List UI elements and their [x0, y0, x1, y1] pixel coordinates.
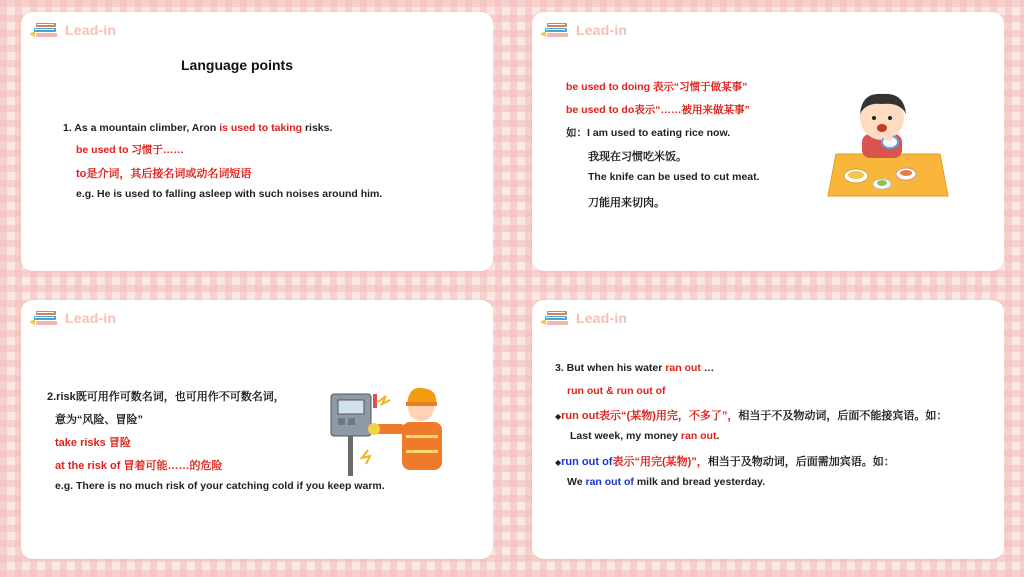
phrase-at-risk-of: at the risk of 冒着可能……的危险 — [55, 460, 223, 472]
books-stack-icon — [29, 308, 59, 328]
risk-meaning: 意为“风险、冒险” — [55, 414, 143, 426]
example-run-out-of — [567, 476, 765, 488]
sentence-part: milk and bread yesterday. — [633, 476, 766, 488]
highlight-phrase: ran out of — [585, 476, 634, 488]
rule-highlight: run out表示“(某物)用完，不多了”， — [561, 410, 739, 422]
example-2: The knife can be used to cut meat. — [588, 171, 760, 183]
books-stack-icon — [540, 20, 570, 40]
bullet-icon: ◆ — [555, 412, 562, 421]
sentence-part: 1. As a mountain climber, Aron — [63, 122, 220, 134]
example-line: e.g. He is used to falling asleep with such noises around him. — [76, 188, 383, 200]
books-stack-icon — [540, 308, 570, 328]
leadin-label: Lead-in — [576, 310, 628, 326]
leadin-label: Lead-in — [65, 310, 117, 326]
sentence-part: … — [700, 362, 715, 374]
slide-2 — [532, 12, 1004, 271]
run-out-rule — [555, 407, 947, 423]
run-out-of-rule — [555, 453, 895, 469]
phrase-meaning: be used to 习惯于…… — [76, 144, 184, 156]
bullet-icon: ◆ — [555, 458, 562, 467]
example-run-out — [570, 430, 719, 442]
risk-explanation: 2.risk既可用作可数名词，也可用作不可数名词， — [47, 391, 285, 403]
example-sentence — [63, 122, 332, 134]
rule-text: 相当于及物动词，后面需加宾语。如： — [707, 456, 895, 468]
leadin-header — [540, 306, 627, 330]
sentence-part: . — [716, 430, 720, 442]
slide-title: Language points — [181, 57, 293, 73]
highlight-phrase: ran out — [665, 362, 701, 374]
leadin-label: Lead-in — [65, 22, 117, 38]
grammar-note: to是介词，其后接名词或动名词短语 — [76, 168, 252, 180]
example-prefix: 如： — [566, 127, 587, 139]
rule-highlight: run out of — [561, 456, 613, 468]
electrician-worker-illustration — [326, 380, 451, 480]
translation-1: 我现在习惯吃米饭。 — [588, 151, 687, 163]
example-line: e.g. There is no much risk of your catching cold if you keep warm. — [55, 480, 385, 492]
leadin-header — [29, 18, 116, 42]
translation-2: 刀能用来切肉。 — [588, 197, 665, 209]
highlight-phrase: is used to taking — [219, 122, 303, 134]
phrase-pair: run out & run out of — [567, 385, 666, 397]
sentence-part: 3. But when his water — [555, 362, 666, 374]
usage-do: be used to do表示“……被用来做某事” — [566, 104, 750, 116]
example-text: I am used to eating rice now. — [587, 127, 731, 139]
slide-3 — [21, 300, 493, 559]
books-stack-icon — [29, 20, 59, 40]
rule-text: 相当于不及物动词，后面不能接宾语。如： — [738, 410, 948, 422]
leadin-header — [540, 18, 627, 42]
sentence-part: Last week, my money — [570, 430, 681, 442]
sentence-part: risks. — [302, 122, 333, 134]
highlight-phrase: ran out — [680, 430, 717, 442]
boy-eating-illustration — [822, 84, 952, 202]
example-sentence — [555, 362, 714, 374]
usage-doing: be used to doing 表示“习惯于做某事” — [566, 81, 748, 93]
sentence-part: We — [567, 476, 586, 488]
example-1 — [566, 125, 730, 140]
phrase-take-risks: take risks 冒险 — [55, 437, 131, 449]
slide-1 — [21, 12, 493, 271]
slide-4 — [532, 300, 1004, 559]
leadin-label: Lead-in — [576, 22, 628, 38]
rule-highlight: 表示“用完(某物)”， — [612, 456, 708, 468]
leadin-header — [29, 306, 116, 330]
